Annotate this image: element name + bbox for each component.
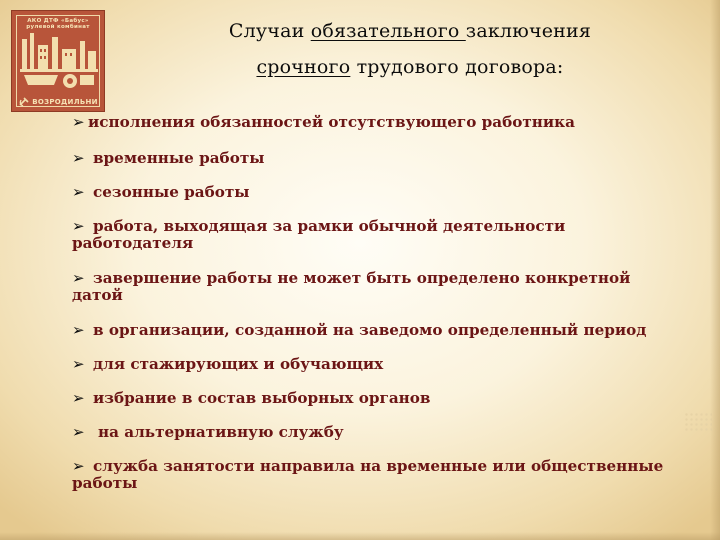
list-item-text: избрание в состав выборных органов bbox=[93, 389, 431, 407]
arrow-bullet-icon: ➢ bbox=[72, 183, 85, 201]
list-item bbox=[72, 114, 682, 131]
hammer-sickle-icon bbox=[18, 97, 30, 107]
title-underlined-2: срочного bbox=[256, 56, 351, 78]
list-item bbox=[72, 150, 682, 167]
list-item bbox=[72, 424, 682, 441]
list-item-text: сезонные работы bbox=[93, 183, 250, 201]
list-item bbox=[72, 390, 682, 407]
list-item-text: служба занятости направила на временные или общественные работы bbox=[72, 457, 664, 492]
list-item-text: временные работы bbox=[93, 149, 265, 167]
arrow-bullet-icon: ➢ bbox=[72, 321, 85, 339]
list-item-text: на альтернативную службу bbox=[98, 423, 344, 441]
arrow-bullet-icon: ➢ bbox=[72, 389, 85, 407]
list-item-text: для стажирующих и обучающих bbox=[93, 355, 384, 373]
slide-title-line-1 bbox=[150, 12, 670, 50]
title-text-1: Случаи bbox=[228, 20, 311, 42]
logo-text-top-1: АКО ДТФ «Бабус» bbox=[27, 18, 89, 24]
slide-shadow-bottom bbox=[0, 532, 720, 540]
arrow-bullet-icon: ➢ bbox=[72, 269, 85, 287]
list-item bbox=[72, 458, 682, 492]
arrow-bullet-icon: ➢ bbox=[72, 217, 85, 235]
title-text-2: заключения bbox=[465, 20, 592, 42]
arrow-bullet-icon: ➢ bbox=[72, 113, 85, 131]
title-text-3: трудового договора: bbox=[350, 56, 564, 78]
logo-text-top-2: рулевой комбинат bbox=[26, 24, 90, 30]
arrow-bullet-icon: ➢ bbox=[72, 149, 85, 167]
list-item bbox=[72, 218, 682, 252]
list-item-text: работа, выходящая за рамки обычной деятельности работодателя bbox=[72, 217, 566, 252]
list-item-text: в организации, созданной на заведомо определенный период bbox=[93, 321, 647, 339]
list-item bbox=[72, 184, 682, 201]
decorative-dots bbox=[684, 412, 712, 432]
logo-text-bottom: ВОЗРОДИЛЬНИ bbox=[32, 98, 98, 106]
slide-shadow-right bbox=[710, 0, 720, 540]
factory-emblem-icon bbox=[18, 31, 100, 93]
list-item bbox=[72, 322, 682, 339]
list-item-text: завершение работы не может быть определено конкретной датой bbox=[72, 269, 631, 304]
list-item bbox=[72, 270, 682, 304]
arrow-bullet-icon: ➢ bbox=[72, 355, 85, 373]
slide-title-line-2 bbox=[150, 48, 670, 86]
company-logo bbox=[11, 10, 105, 112]
arrow-bullet-icon: ➢ bbox=[72, 457, 85, 475]
title-underlined-1: обязательного bbox=[310, 20, 466, 42]
arrow-bullet-icon: ➢ bbox=[72, 423, 85, 441]
list-item bbox=[72, 356, 682, 373]
list-item-text: исполнения обязанностей отсутствующего работника bbox=[88, 113, 575, 131]
